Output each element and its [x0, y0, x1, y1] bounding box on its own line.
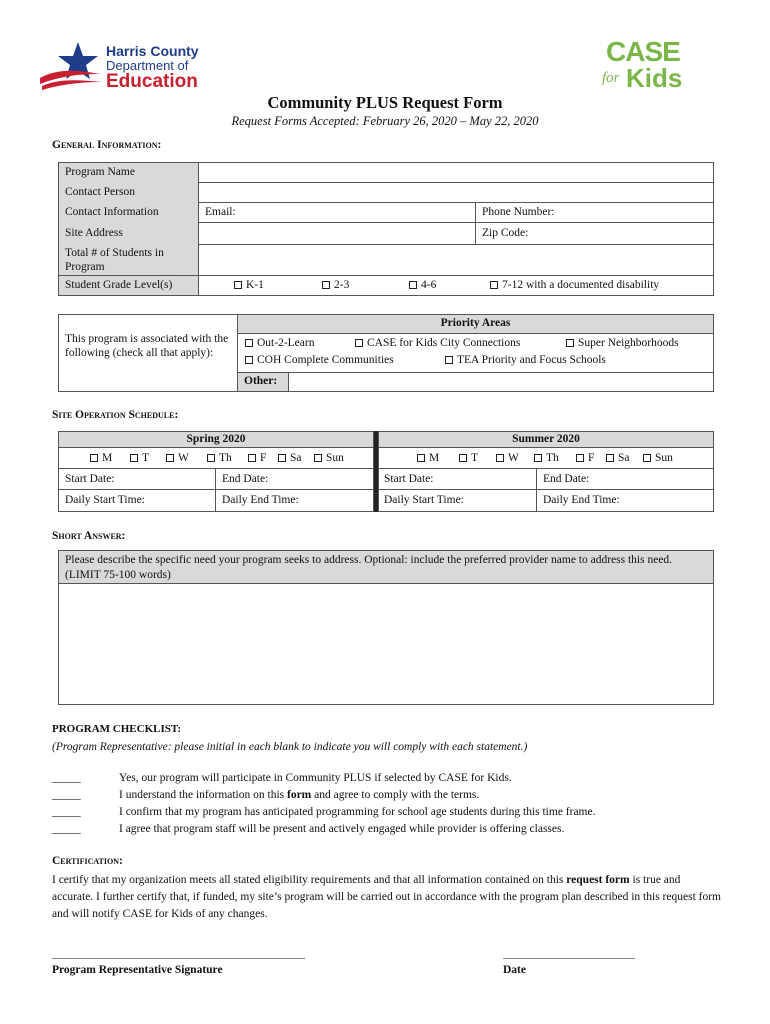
summer-end-date-label: End Date: [543, 473, 590, 485]
checkbox-icon[interactable] [90, 454, 98, 462]
date-line[interactable]: ________________________ [503, 948, 635, 960]
spring-day-th-text: Th [219, 452, 232, 464]
contact-info-label: Contact Information [65, 206, 159, 218]
spring-day-w-text: W [178, 452, 189, 464]
priority-super-neighborhoods[interactable] [566, 337, 679, 349]
grade-7-12-text: 7-12 with a documented disability [502, 279, 660, 291]
certification-text-b: request form [566, 874, 630, 886]
summer-day-w-text: W [508, 452, 519, 464]
checklist-blank-3[interactable]: _____ [52, 806, 81, 818]
summer-day-f-text: F [588, 452, 595, 464]
checkbox-icon[interactable] [576, 454, 584, 462]
spring-day-w[interactable] [166, 452, 189, 464]
case-for-kids-logo [600, 36, 710, 96]
priority-city-connections[interactable] [355, 337, 520, 349]
students-label: Total # of Students in Program [65, 247, 164, 273]
signature-label: Program Representative Signature [52, 964, 223, 976]
checklist-note: (Program Representative: please initial in each blank to indicate you will comply with each statement.) [52, 741, 528, 753]
checklist-item-2 [119, 789, 479, 801]
hcde-line1: Harris County [106, 43, 199, 59]
checkbox-icon[interactable] [566, 339, 574, 347]
grade-option-2-3[interactable] [322, 279, 349, 291]
star-flag-icon [38, 40, 108, 92]
checkbox-icon[interactable] [248, 454, 256, 462]
summer-day-f[interactable] [576, 452, 594, 464]
grade-option-k1[interactable] [234, 279, 264, 291]
grade-k1-text: K-1 [246, 279, 264, 291]
priority-out2learn[interactable] [245, 337, 314, 349]
checkbox-icon[interactable] [496, 454, 504, 462]
summer-daily-start-label: Daily Start Time: [384, 494, 464, 506]
short-answer-prompt: Please describe the specific need your program seeks to address. Optional: include the preferred provider name to address this need. (LIMIT 75-100 words) [65, 554, 673, 581]
checklist-item-1: Yes, our program will participate in Community PLUS if selected by CASE for Kids. [119, 772, 512, 784]
spring-day-t-text: T [142, 452, 150, 464]
email-field[interactable] [198, 202, 476, 223]
checkbox-icon[interactable] [409, 281, 417, 289]
spring-day-m-text: M [102, 452, 113, 464]
case-logo-word: CASE [606, 36, 680, 67]
other-field[interactable] [288, 372, 714, 392]
checklist-heading: PROGRAM CHECKLIST: [52, 723, 182, 735]
page-title: Community PLUS Request Form [267, 93, 503, 112]
checklist-blank-2[interactable]: _____ [52, 789, 81, 801]
checkbox-icon[interactable] [245, 339, 253, 347]
summer-day-sun[interactable] [643, 452, 673, 464]
checkbox-icon[interactable] [445, 356, 453, 364]
hcde-line2: Department of [106, 58, 189, 73]
certification-heading: Certification: [52, 855, 123, 867]
checkbox-icon[interactable] [606, 454, 614, 462]
summer-day-th-text: Th [546, 452, 559, 464]
priority-city-connections-text: CASE for Kids City Connections [367, 337, 521, 349]
summer-header: Summer 2020 [512, 433, 580, 445]
checklist-item-4: I agree that program staff will be present and actively engaged while provider is offering classes. [119, 823, 565, 835]
short-answer-textarea[interactable] [58, 583, 714, 705]
hcde-line3: Education [106, 71, 198, 92]
contact-person-field[interactable] [198, 182, 714, 203]
checkbox-icon[interactable] [534, 454, 542, 462]
checkbox-icon[interactable] [490, 281, 498, 289]
priority-out2learn-text: Out-2-Learn [257, 337, 315, 349]
certification-text [52, 872, 722, 923]
case-logo-for: for [602, 70, 620, 86]
summer-day-th[interactable] [534, 452, 559, 464]
checkbox-icon[interactable] [459, 454, 467, 462]
checklist-item-2-a: I understand the information on this [119, 789, 287, 801]
spring-day-sa[interactable] [278, 452, 302, 464]
students-field[interactable] [198, 244, 714, 276]
summer-day-w[interactable] [496, 452, 519, 464]
hcde-logo [38, 40, 208, 95]
summer-day-t-text: T [471, 452, 479, 464]
spring-start-date-label: Start Date: [65, 473, 115, 485]
checkbox-icon[interactable] [234, 281, 242, 289]
checkbox-icon[interactable] [130, 454, 138, 462]
summer-day-m[interactable] [417, 452, 439, 464]
spring-daily-start-label: Daily Start Time: [65, 494, 145, 506]
site-address-label: Site Address [65, 227, 123, 239]
summer-day-sun-text: Sun [655, 452, 673, 464]
checkbox-icon[interactable] [322, 281, 330, 289]
grade-4-6-text: 4-6 [421, 279, 437, 291]
checklist-blank-1[interactable]: _____ [52, 772, 81, 784]
contact-person-label: Contact Person [65, 186, 135, 198]
priority-header: Priority Areas [440, 317, 511, 329]
priority-tea-text: TEA Priority and Focus Schools [457, 354, 606, 366]
checklist-blank-4[interactable]: _____ [52, 823, 81, 835]
priority-coh[interactable] [245, 354, 394, 366]
program-name-label: Program Name [65, 166, 135, 178]
certification-text-a: I certify that my organization meets all stated eligibility requirements and that all information contained on this [52, 874, 567, 886]
grade-2-3-text: 2-3 [334, 279, 350, 291]
checkbox-icon[interactable] [314, 454, 322, 462]
program-name-field[interactable] [198, 162, 714, 183]
grade-option-4-6[interactable] [409, 279, 436, 291]
priority-tea[interactable] [445, 354, 606, 366]
checkbox-icon[interactable] [355, 339, 363, 347]
zip-label: Zip Code: [482, 227, 529, 239]
spring-day-sun-text: Sun [326, 452, 344, 464]
spring-day-t[interactable] [130, 452, 149, 464]
spring-daily-end-label: Daily End Time: [222, 494, 299, 506]
checkbox-icon[interactable] [643, 454, 651, 462]
summer-day-t[interactable] [459, 452, 478, 464]
summer-start-date-label: Start Date: [384, 473, 434, 485]
checklist-item-3: I confirm that my program has anticipated programming for school age students during this time frame. [119, 806, 596, 818]
signature-line[interactable]: ______________________________________________ [52, 948, 305, 960]
summer-day-m-text: M [429, 452, 440, 464]
phone-label: Phone Number: [482, 206, 555, 218]
spring-header: Spring 2020 [186, 433, 246, 445]
spring-day-f-text: F [260, 452, 267, 464]
checkbox-icon[interactable] [166, 454, 174, 462]
checkbox-icon[interactable] [278, 454, 286, 462]
priority-super-neighborhoods-text: Super Neighborhoods [578, 337, 679, 349]
checklist-item-2-c: and agree to comply with the terms. [311, 789, 480, 801]
checkbox-icon[interactable] [245, 356, 253, 364]
short-answer-heading: Short Answer: [52, 530, 126, 542]
summer-daily-end-label: Daily End Time: [543, 494, 620, 506]
priority-coh-text: COH Complete Communities [257, 354, 394, 366]
certification-text-c: is true and accurate. I further certify that, if funded, my site’s program will be carried out in accordance with the program plan described in this request form and will notify CASE for Kids of any changes. [52, 874, 721, 920]
spring-day-sun[interactable] [314, 452, 344, 464]
checklist-item-2-b: form [287, 789, 312, 801]
other-label: Other: [244, 375, 278, 387]
checkbox-icon[interactable] [207, 454, 215, 462]
case-logo-kids: Kids [626, 63, 683, 93]
page-subtitle: Request Forms Accepted: February 26, 2020 – May 22, 2020 [231, 114, 539, 128]
schedule-heading: Site Operation Schedule: [52, 409, 179, 421]
spring-day-m[interactable] [90, 452, 112, 464]
general-heading: General Information: [52, 139, 162, 151]
summer-day-sa-text: Sa [618, 452, 630, 464]
spring-day-f[interactable] [248, 452, 266, 464]
date-label: Date [503, 964, 526, 976]
grade-label: Student Grade Level(s) [65, 279, 173, 291]
spring-day-sa-text: Sa [290, 452, 302, 464]
checkbox-icon[interactable] [417, 454, 425, 462]
email-label: Email: [205, 206, 236, 218]
site-address-field[interactable] [198, 222, 476, 245]
spring-end-date-label: End Date: [222, 473, 269, 485]
assoc-text: This program is associated with the following (check all that apply): [65, 333, 229, 359]
summer-day-sa[interactable] [606, 452, 630, 464]
grade-option-7-12[interactable] [490, 279, 659, 291]
spring-day-th[interactable] [207, 452, 232, 464]
